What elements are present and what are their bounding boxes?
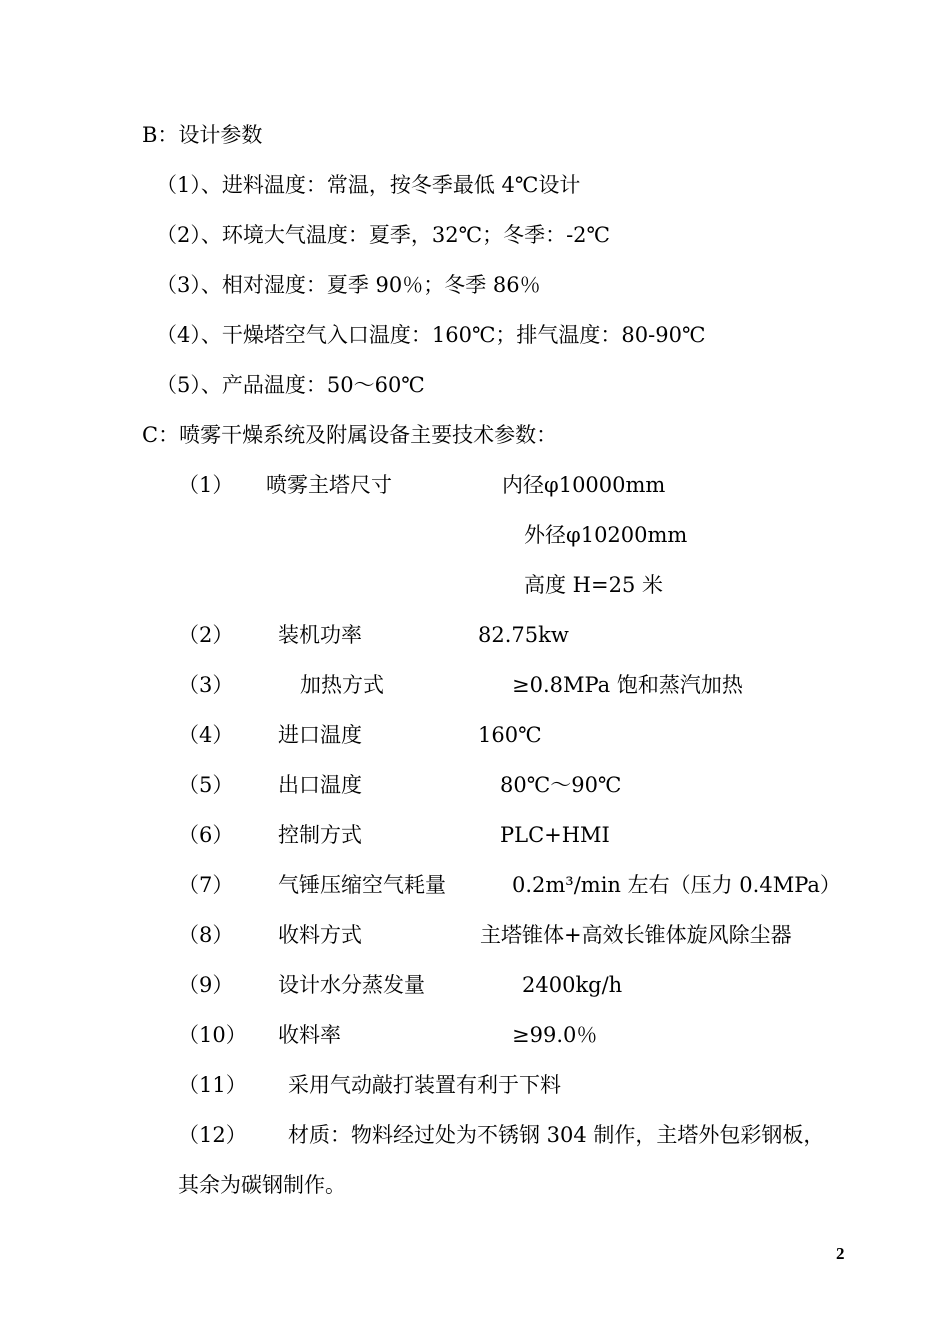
param-value: 0.2m³/min 左右（压力 0.4MPa） — [512, 873, 841, 897]
param-number: （6） — [178, 823, 234, 847]
param-name: 控制方式 — [278, 823, 362, 847]
note-12-continuation: 其余为碳钢制作。 — [178, 1173, 346, 1197]
param-name: 设计水分蒸发量 — [278, 973, 425, 997]
note-12-number: （12） — [178, 1123, 247, 1147]
param-name: 气锤压缩空气耗量 — [278, 873, 446, 897]
param-name: 收料率 — [278, 1023, 341, 1047]
param-number: （10） — [178, 1023, 247, 1047]
param-value-extra: 高度 H=25 米 — [524, 573, 663, 597]
param-number: （5） — [178, 773, 234, 797]
param-number: （3） — [178, 673, 234, 697]
design-param-5: （5）、产品温度：50～60℃ — [156, 373, 425, 397]
param-value: 主塔锥体+高效长锥体旋风除尘器 — [480, 923, 792, 947]
param-value: 82.75kw — [478, 623, 569, 647]
param-number: （9） — [178, 973, 234, 997]
param-value: ≥99.0％ — [512, 1023, 598, 1047]
param-name: 加热方式 — [300, 673, 384, 697]
param-value: ≥0.8MPa 饱和蒸汽加热 — [512, 673, 743, 697]
param-value: 160℃ — [478, 723, 542, 747]
page-number: 2 — [836, 1244, 845, 1263]
param-number: （8） — [178, 923, 234, 947]
design-param-3: （3）、相对湿度：夏季 90％；冬季 86％ — [156, 273, 541, 297]
param-value: PLC+HMI — [500, 823, 610, 847]
design-param-2: （2）、环境大气温度：夏季，32℃；冬季：-2℃ — [156, 223, 611, 247]
param-number: （7） — [178, 873, 234, 897]
param-name: 进口温度 — [278, 723, 362, 747]
param-name: 喷雾主塔尺寸 — [266, 473, 392, 497]
note-11-number: （11） — [178, 1073, 247, 1097]
note-12-text: 材质：物料经过处为不锈钢 304 制作，主塔外包彩钢板， — [288, 1123, 825, 1147]
section-c-heading: C：喷雾干燥系统及附属设备主要技术参数： — [142, 423, 558, 447]
param-number: （2） — [178, 623, 234, 647]
param-name: 出口温度 — [278, 773, 362, 797]
param-value: 2400kg/h — [522, 973, 623, 997]
param-value: 80℃～90℃ — [500, 773, 622, 797]
note-11-text: 采用气动敲打装置有利于下料 — [288, 1073, 561, 1097]
param-name: 装机功率 — [278, 623, 362, 647]
section-b-heading: B：设计参数 — [142, 123, 263, 147]
param-number: （1） — [178, 473, 234, 497]
param-name: 收料方式 — [278, 923, 362, 947]
param-value: 内径φ10000mm — [502, 473, 666, 497]
design-param-4: （4）、干燥塔空气入口温度：160℃；排气温度：80-90℃ — [156, 323, 706, 347]
design-param-1: （1）、进料温度：常温，按冬季最低 4℃设计 — [156, 173, 581, 197]
param-value-extra: 外径φ10200mm — [524, 523, 688, 547]
param-number: （4） — [178, 723, 234, 747]
